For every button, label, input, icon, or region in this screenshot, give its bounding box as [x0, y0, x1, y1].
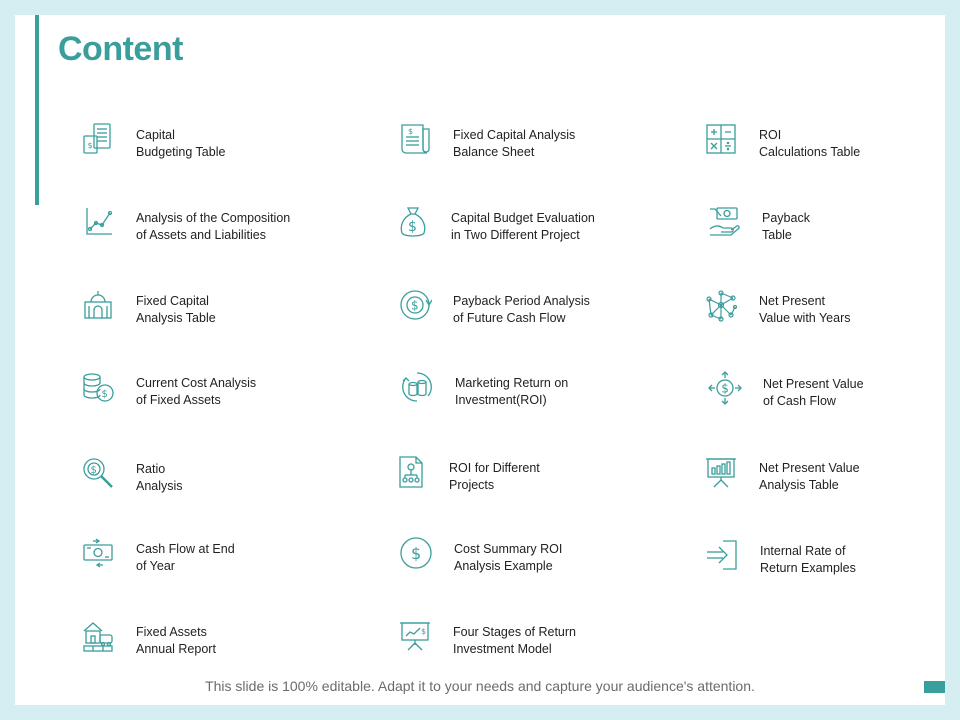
content-item-composition-analysis[interactable] [81, 205, 381, 265]
item-label-line2: Return Examples [760, 561, 856, 575]
content-item-fixed-capital-analysis[interactable] [81, 288, 381, 348]
item-label [454, 541, 562, 575]
svg-text:$: $ [408, 219, 417, 235]
svg-text:$: $ [721, 381, 729, 396]
content-item-roi-projects[interactable] [394, 455, 694, 515]
assets-report-icon [81, 619, 115, 653]
item-label-line1: Cost Summary ROI [454, 542, 563, 556]
item-label [136, 624, 216, 658]
money-bag-icon [396, 205, 430, 239]
item-label-line1: Marketing Return on [455, 376, 569, 390]
item-label-line1: ROI [759, 128, 782, 142]
item-label [763, 376, 864, 410]
item-label-line1: Fixed Capital Analysis [453, 128, 576, 142]
content-item-cash-flow-end-year[interactable] [81, 536, 381, 596]
coins-cycle-icon [400, 370, 434, 404]
content-item-payback-period[interactable] [398, 288, 698, 348]
svg-text:$: $ [411, 544, 422, 563]
item-label-line2: Calculations Table [759, 145, 861, 159]
item-label-line2: Balance Sheet [453, 145, 535, 159]
content-item-irr-examples[interactable] [705, 538, 960, 598]
item-label [453, 127, 575, 161]
item-label-line2: Analysis [136, 479, 183, 493]
item-label-line2: Value with Years [759, 311, 851, 325]
accent-bar [35, 15, 39, 205]
dollar-arrows-icon [708, 371, 742, 405]
content-item-capital-budgeting[interactable] [81, 122, 381, 182]
item-label [136, 461, 183, 495]
item-label [136, 293, 216, 327]
item-label [759, 293, 851, 327]
item-label-line2: Investment Model [453, 642, 552, 656]
dollar-circle-icon [399, 536, 433, 570]
hand-cash-icon [707, 205, 741, 239]
item-label [453, 293, 590, 327]
enter-arrow-icon [705, 538, 739, 572]
item-label-line2: Analysis Table [136, 311, 216, 325]
item-label-line2: Analysis Example [454, 559, 553, 573]
item-label [455, 375, 568, 409]
cash-flow-icon [81, 536, 115, 570]
item-label-line2: Projects [449, 478, 495, 492]
corner-accent [924, 681, 945, 693]
content-item-four-stages-model[interactable] [398, 619, 698, 679]
content-item-capital-budget-evaluation[interactable] [396, 205, 696, 265]
item-label [136, 541, 235, 575]
board-chart-icon [704, 455, 738, 489]
item-label-line1: Analysis of the Composition [136, 211, 291, 225]
item-label-line1: ROI for Different [449, 461, 540, 475]
item-label-line2: Annual Report [136, 642, 216, 656]
item-label [451, 210, 595, 244]
item-label [762, 210, 810, 244]
item-label-line1: Current Cost Analysis [136, 376, 257, 390]
content-item-current-cost-analysis[interactable] [81, 370, 381, 430]
page-title: Content [58, 30, 183, 68]
building-icon [81, 288, 115, 322]
item-label [136, 375, 256, 409]
content-item-roi-calculations[interactable] [704, 122, 960, 182]
calculator-icon [704, 122, 738, 156]
item-label-line2: of Future Cash Flow [453, 311, 566, 325]
item-label-line1: Ratio [136, 462, 166, 476]
item-label-line1: Fixed Capital [136, 294, 209, 308]
content-item-balance-sheet[interactable] [398, 122, 698, 182]
coin-stack-icon [81, 370, 115, 404]
svg-text:$: $ [411, 298, 419, 313]
svg-text:$: $ [87, 141, 93, 150]
item-label [759, 127, 860, 161]
footer-note: This slide is 100% editable. Adapt it to your needs and capture your audience's attention. [205, 678, 755, 694]
item-label-line1: Net Present [759, 294, 826, 308]
item-label-line2: in Two Different Project [451, 228, 580, 242]
item-label [453, 624, 576, 658]
content-item-npv-analysis-table[interactable] [704, 455, 960, 515]
line-chart-icon [81, 205, 115, 239]
content-item-marketing-roi[interactable] [400, 370, 700, 430]
item-label-line1: Capital [136, 128, 175, 142]
item-label-line2: Table [762, 228, 792, 242]
budget-document-icon [81, 122, 115, 156]
item-label [760, 543, 856, 577]
item-label-line2: Analysis Table [759, 478, 839, 492]
item-label [136, 210, 290, 244]
item-label-line1: Internal Rate of [760, 544, 846, 558]
item-label-line1: Fixed Assets [136, 625, 207, 639]
item-label [136, 127, 225, 161]
presentation-chart-icon [398, 619, 432, 653]
item-label-line1: Payback [762, 211, 810, 225]
slide-background [15, 15, 945, 705]
network-icon [704, 288, 738, 322]
content-item-npv-cash-flow[interactable] [708, 371, 960, 431]
content-item-cost-summary-roi[interactable] [399, 536, 699, 596]
balance-sheet-icon [398, 122, 432, 156]
item-label-line1: Net Present Value [759, 461, 860, 475]
item-label [759, 460, 860, 494]
item-label-line2: Budgeting Table [136, 145, 226, 159]
content-item-fixed-assets-report[interactable] [81, 619, 381, 679]
item-label-line1: Payback Period Analysis [453, 294, 590, 308]
item-label-line1: Four Stages of Return [453, 625, 576, 639]
svg-text:$: $ [421, 627, 427, 636]
content-item-payback-table[interactable] [707, 205, 960, 265]
item-label [449, 460, 540, 494]
item-label-line1: Cash Flow at End [136, 542, 235, 556]
content-item-npv-years[interactable] [704, 288, 960, 348]
item-label-line1: Net Present Value [763, 377, 864, 391]
content-item-ratio-analysis[interactable] [81, 456, 381, 516]
item-label-line2: of Year [136, 559, 175, 573]
item-label-line2: Investment(ROI) [455, 393, 547, 407]
circular-dollar-icon [398, 288, 432, 322]
item-label-line2: of Fixed Assets [136, 393, 221, 407]
svg-text:$: $ [90, 465, 97, 476]
item-label-line2: of Cash Flow [763, 394, 836, 408]
svg-text:$: $ [101, 389, 108, 400]
item-label-line2: of Assets and Liabilities [136, 228, 266, 242]
magnifier-dollar-icon [81, 456, 115, 490]
project-document-icon [394, 455, 428, 489]
item-label-line1: Capital Budget Evaluation [451, 211, 595, 225]
svg-text:$: $ [408, 127, 414, 136]
